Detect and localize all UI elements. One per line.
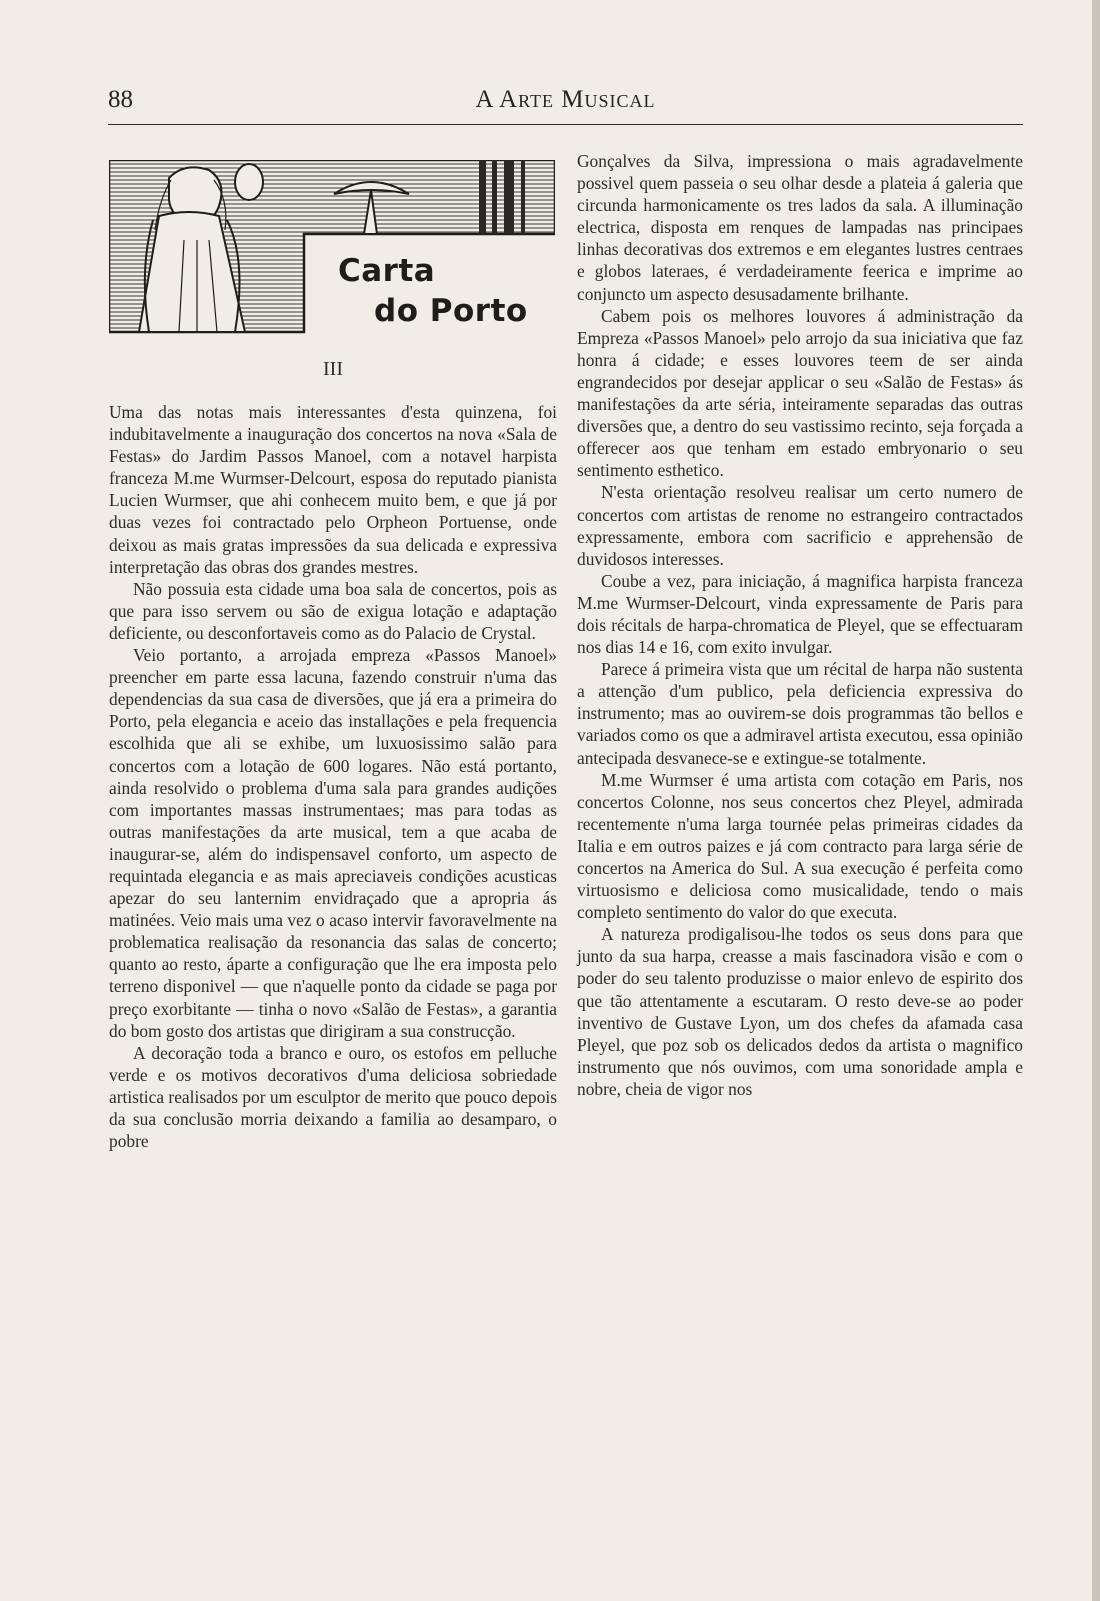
paragraph: Cabem pois os melhores louvores á administração da Empreza «Passos Manoel» pelo arrojo da sua iniciativa que faz honra á cidade; e esses louvores teem de ser ainda engrandecidos por desejar applicar o seu «Salão de Festas» ás manifestações da arte séria, inteiramente separadas das outras diversões que, a dentro do seu vastissimo recinto, seja forçada a offerecer aos que tenham em estado embryonario o seu sentimento esthetico. [577,305,1023,481]
left-column-text [109,401,557,1152]
article-heading [109,150,557,385]
paragraph: Uma das notas mais interessantes d'esta quinzena, foi indubitavelmente a inauguração dos concertos na nova «Sala de Festas» do Jardim Passos Manoel, com a notavel harpista franceza M.me Wurmser-Delcourt, esposa do reputado pianista Lucien Wurmser, que ahi conhecem muito bem, e que já por duas vezes foi contractado pelo Orpheon Portuense, onde deixou as mais gratas impressões da sua delicada e expressiva interpretação das obras dos grandes mestres. [109,402,557,577]
paragraph: Veio portanto, a arrojada empreza «Passos Manoel» preencher em parte essa lacuna, fazendo construir n'uma das dependencias da sua casa de diversões, que já era a primeira do Porto, pela elegancia e aceio das installações e pela frequencia escolhida que ali se exhibe, um luxuosissimo salão para concertos com a lotação de 600 logares. Não está portanto, ainda resolvido o problema d'uma sala para grandes audições com importantes massas instrumentaes; mas para todas as outras manifestações da arte musical, tem a que acaba de inaugurar-se, além do indispensavel conforto, um aspecto de requintada elegancia e as mais apreciaveis condições acusticas apezar do seu lanternim envidraçado que a apropria ás matinées. Veio mais uma vez o acaso intervir favoravelmente na problematica realisação da resonancia das salas de concerto; quanto ao resto, áparte a configuração que lhe era imposta pelo terreno disponivel — que n'aquelle ponto da cidade se paga por preço exorbitante — tinha o novo «Salão de Festas», a garantia do bom gosto dos artistas que dirigiram a sua construcção. [109,645,557,1041]
paragraph: A decoração toda a branco e ouro, os estofos em pelluche verde e os motivos decorativos d'uma deliciosa sobriedade artistica realisados por um esculptor de merito que pouco depois da sua conclusão morria deixando a familia ao desamparo, o pobre [109,1042,557,1152]
left-column [109,150,557,1152]
article-title-line1: Carta [338,253,436,289]
paragraph: Coube a vez, para iniciação, á magnifica harpista franceza M.me Wurmser-Delcourt, vinda expressamente de Paris para dois récitals de harpa-chromatica de Pleyel, que se effectuaram nos dias 14 e 16, com exito invulgar. [577,570,1023,658]
article-title-line2: do Porto [374,293,528,329]
page-edge [1092,0,1100,1601]
paragraph: N'esta orientação resolveu realisar um certo numero de concertos com artistas de renome no estrangeiro contractados expressamente, embora com sacrificio e apprehensão de duvidosos interesses. [577,482,1023,569]
page-number: 88 [108,86,133,113]
page-header [108,84,1023,125]
running-title: A Arte Musical [475,86,656,113]
paragraph: M.me Wurmser é uma artista com cotação em Paris, nos concertos Colonne, nos seus concertos chez Pleyel, admirada recentemente n'uma larga tournée pelas primeiras cidades da Italia e em outros paizes e já com contracto para larga série de concertos na America do Sul. A sua execução é perfeita como virtuosismo e deliciosa como musicalidade, tendo o mais completo sentimento do valor do que executa. [577,769,1023,923]
section-number: III [323,358,343,380]
paragraph: Parece á primeira vista que um récital de harpa não sustenta a attenção d'um publico, pela deficiencia expressiva do instrumento; mas ao ouvirem-se dois programmas tão bellos e variados como os que a admiravel artista executou, essa opinião antecipada desvanece-se e extingue-se totalmente. [577,659,1023,768]
paragraph: Não possuia esta cidade uma boa sala de concertos, pois as que para isso servem ou são de exigua lotação e adaptação deficiente, ou desconfortaveis como as do Palacio de Crystal. [109,578,557,643]
paragraph: A natureza prodigalisou-lhe todos os seus dons para que junto da sua harpa, creasse a mais fascinadora visão e com o poder do seu talento produzisse o maior enlevo de espirito dos que tão attentamente a escutaram. O resto deve-se ao poder inventivo de Gustave Lyon, um dos chefes da afamada casa Pleyel, que poz sob os delicados dedos da artista o magnifico instrumento que nós ouvimos, com uma sonoridade ampla e nobre, cheia de vigor nos [577,924,1023,1099]
right-column [577,150,1023,1100]
paragraph: Gonçalves da Silva, impressiona o mais agradavelmente possivel quem passeia o seu olhar desde a plateia á galeria que circunda harmonicamente os tres lados da sala. A illuminação electrica, disposta em renques de lampadas nas principaes linhas decorativas dos extremos e em elegantes lustres centraes e globos lateraes, é verdadeiramente feerica e imprime ao conjuncto um aspecto desusadamente brilhante. [577,151,1023,304]
